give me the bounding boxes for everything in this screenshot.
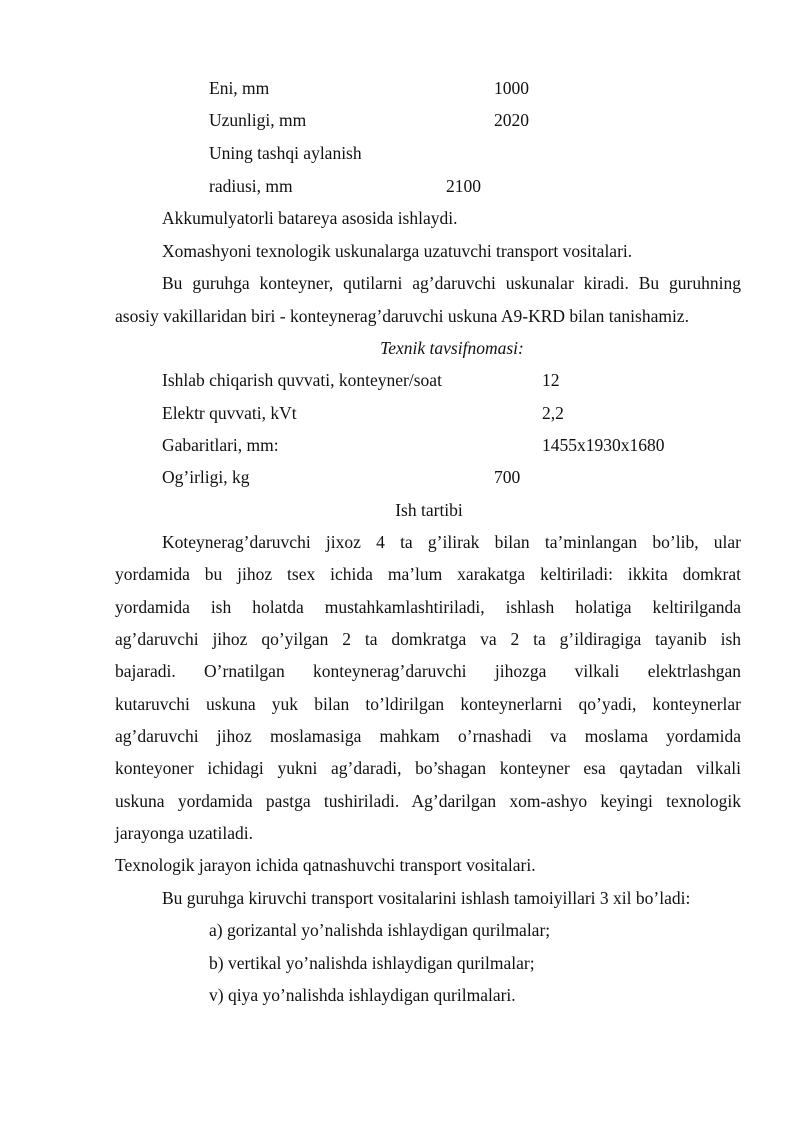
principle-item-b: b) vertikal yo’nalishda ishlaydigan qurilmalar; — [209, 953, 535, 973]
work-line-3: yordamida ish holatda mustahkamlashtiriladi, ishlash holatiga keltirilganda — [115, 597, 741, 617]
spec-main-label-power: Elektr quvvati, kVt — [162, 403, 297, 423]
paragraph-group-line-2: asosiy vakillaridan biri - konteynerag’daruvchi uskuna A9-KRD bilan tanishamiz. — [115, 306, 689, 326]
spec-value-length: 2020 — [494, 110, 529, 130]
paragraph-tech-process: Texnologik jarayon ichida qatnashuvchi transport vositalari. — [115, 855, 536, 875]
work-line-6: kutaruvchi uskuna yuk bilan to’ldirilgan konteynerlarni qo’yadi, konteynerlar — [115, 694, 741, 714]
spec-label-radius-2: radiusi, mm — [209, 176, 293, 196]
work-line-1: Koteynerag’daruvchi jixoz 4 ta g’ilirak bilan ta’minlangan bo’lib, ular — [162, 532, 741, 552]
spec-main-value-capacity: 12 — [542, 370, 560, 390]
work-line-8: konteyoner ichidagi yukni ag’daradi, bo’shagan konteyner esa qaytadan vilkali — [115, 758, 741, 778]
work-line-4: ag’daruvchi jihoz qo’yilgan 2 ta domkratga va 2 ta g’ildiragiga tayanib ish — [115, 629, 741, 649]
work-line-7: ag’daruvchi jihoz moslamasiga mahkam o’rnashadi va moslama yordamida — [115, 726, 741, 746]
work-procedure-title: Ish tartibi — [395, 500, 463, 520]
work-line-10: jarayonga uzatiladi. — [115, 823, 253, 843]
tech-spec-title: Texnik tavsifnomasi: — [380, 338, 524, 358]
paragraph-group-line-1: Bu guruhga konteyner, qutilarni ag’daruvchi uskunalar kiradi. Bu guruhning — [162, 273, 741, 293]
spec-main-label-capacity: Ishlab chiqarish quvvati, konteyner/soat — [162, 370, 442, 390]
work-line-9: uskuna yordamida pastga tushiriladi. Ag’darilgan xom-ashyo keyingi texnologik — [115, 791, 741, 811]
spec-main-label-weight: Og’irligi, kg — [162, 467, 250, 487]
spec-label-width: Eni, mm — [209, 78, 270, 98]
work-line-5: bajaradi. O’rnatilgan konteynerag’daruvchi jihozga vilkali elektrlashgan — [115, 661, 741, 681]
spec-main-value-power: 2,2 — [542, 403, 564, 423]
principle-item-v: v) qiya yo’nalishda ishlaydigan qurilmalari. — [209, 985, 516, 1005]
spec-label-length: Uzunligi, mm — [209, 110, 307, 130]
paragraph-principles-intro: Bu guruhga kiruvchi transport vositalarini ishlash tamoiyillari 3 xil bo’ladi: — [162, 888, 691, 908]
paragraph-transport: Xomashyoni texnologik uskunalarga uzatuvchi transport vositalari. — [162, 241, 633, 261]
paragraph-battery: Akkumulyatorli batareya asosida ishlaydi. — [162, 208, 458, 228]
principle-item-a: a) gorizantal yo’nalishda ishlaydigan qurilmalar; — [209, 920, 551, 940]
spec-main-value-dimensions: 1455x1930x1680 — [542, 435, 665, 455]
spec-value-radius: 2100 — [446, 176, 481, 196]
work-line-2: yordamida bu jihoz tsex ichida ma’lum xarakatga keltiriladi: ikkita domkrat — [115, 564, 741, 584]
spec-main-value-weight: 700 — [494, 467, 521, 487]
spec-label-radius-1: Uning tashqi aylanish — [209, 143, 362, 163]
spec-main-label-dimensions: Gabaritlari, mm: — [162, 435, 279, 455]
spec-value-width: 1000 — [494, 78, 529, 98]
